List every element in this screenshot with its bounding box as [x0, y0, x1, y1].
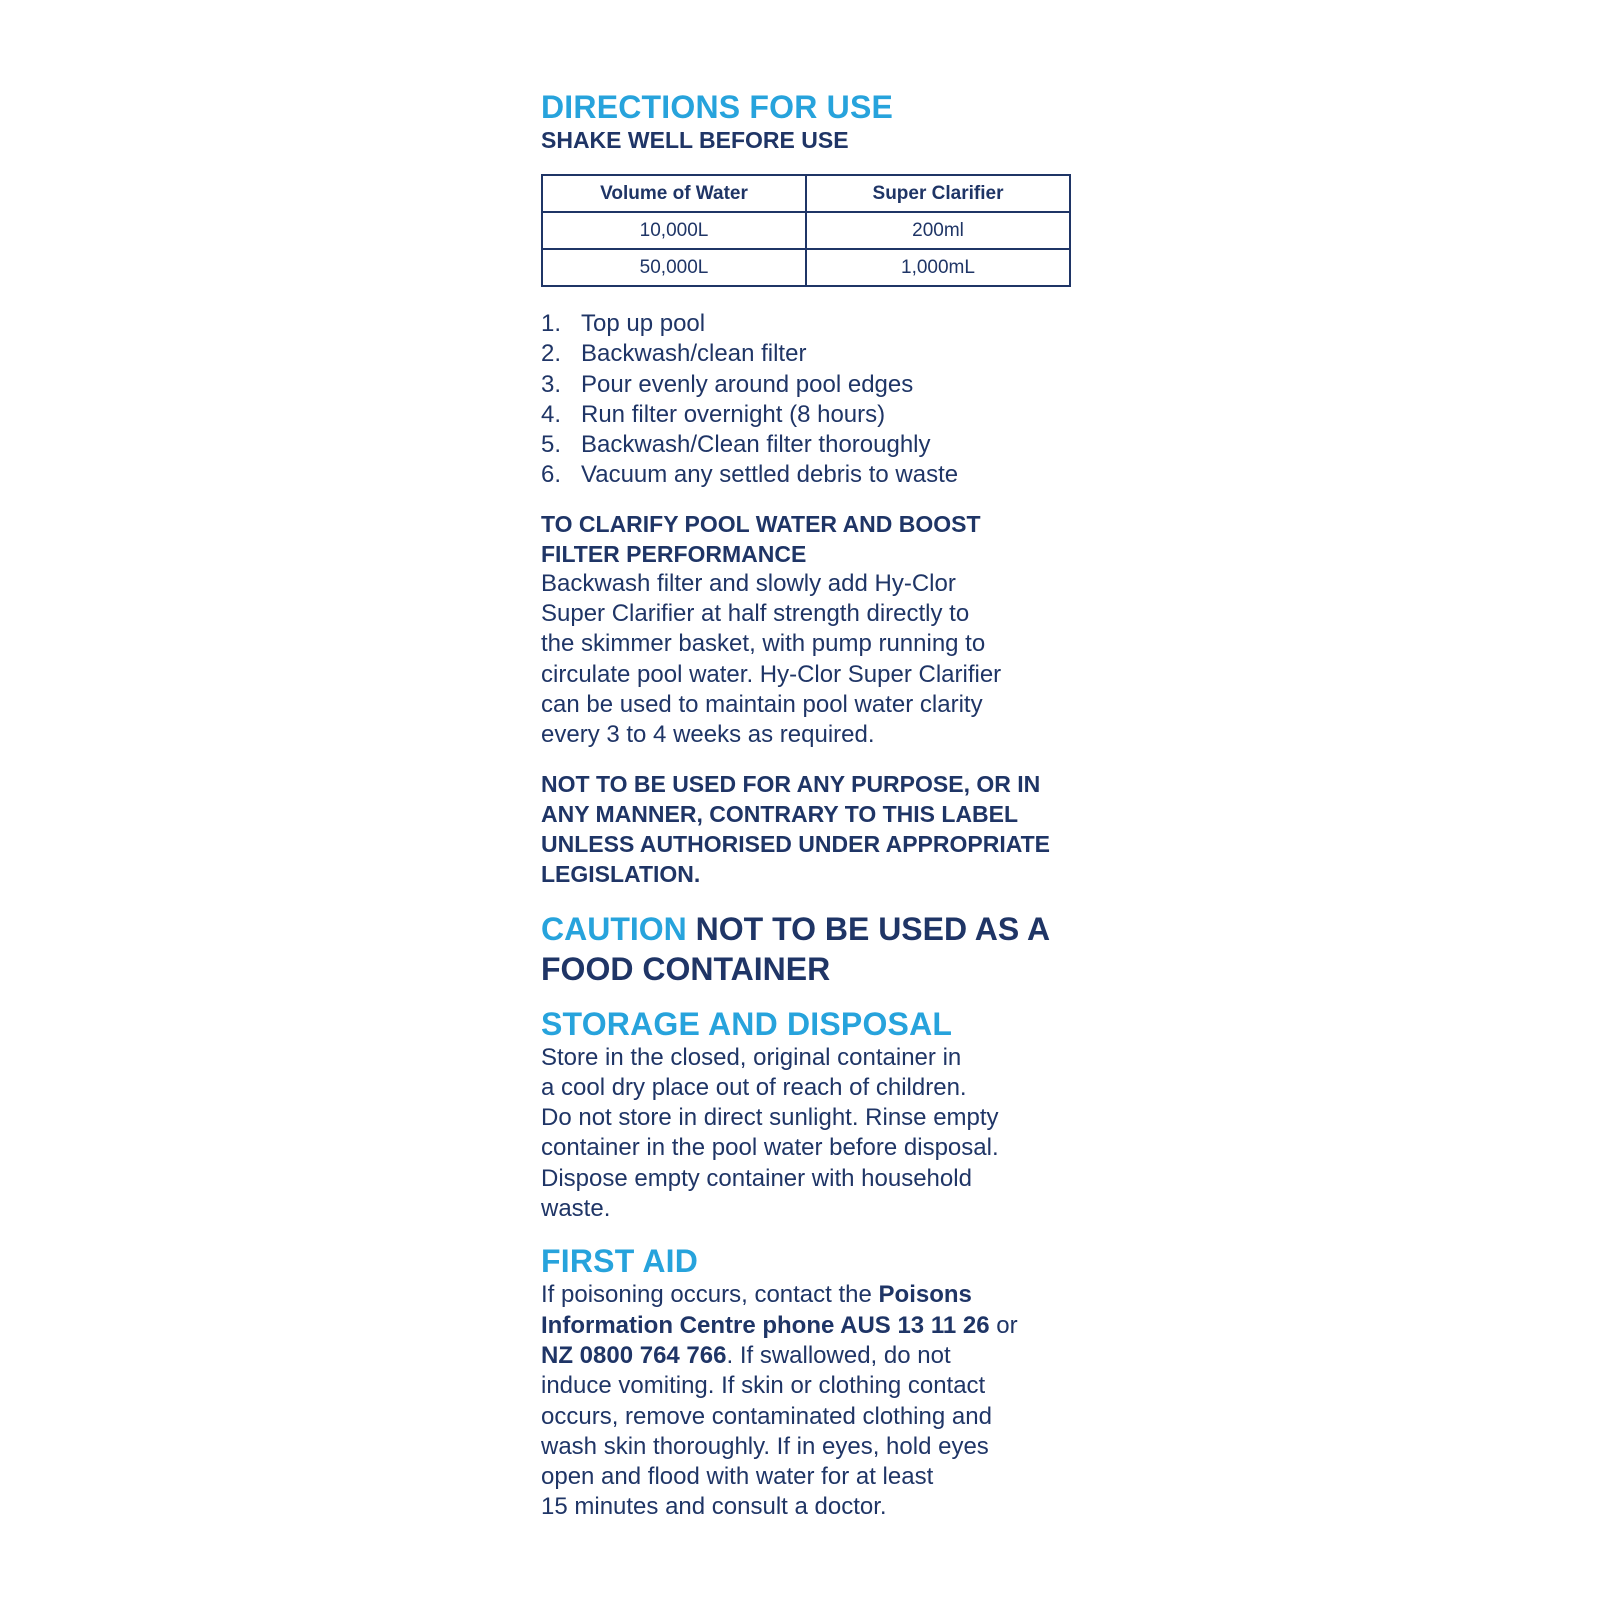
cell-dose: 1,000mL	[806, 249, 1070, 286]
first-aid-line: occurs, remove contaminated clothing and	[541, 1402, 992, 1430]
warning-section	[541, 769, 1076, 889]
dosage-table	[541, 174, 1071, 287]
first-aid-line: wash skin thoroughly. If in eyes, hold eyes	[541, 1432, 989, 1460]
header-clarifier: Super Clarifier	[806, 175, 1070, 212]
storage-section	[541, 1005, 1076, 1225]
list-item	[541, 339, 1076, 369]
directions-title: DIRECTIONS FOR USE	[541, 89, 894, 125]
first-aid-line	[541, 1280, 1076, 1310]
storage-line: Dispose empty container with household	[541, 1164, 972, 1192]
clarify-text-line: the skimmer basket, with pump running to	[541, 630, 986, 658]
list-item	[541, 430, 1076, 460]
caution-line	[541, 909, 1076, 949]
first-aid-line: induce vomiting. If skin or clothing contact	[541, 1372, 986, 1400]
clarify-text-line: circulate pool water. Hy-Clor Super Clarifier	[541, 660, 1002, 688]
storage-line: Do not store in direct sunlight. Rinse empty	[541, 1104, 999, 1132]
step-number: 5.	[541, 431, 562, 459]
caution-section	[541, 909, 1076, 989]
step-number: 4.	[541, 400, 562, 428]
storage-line: container in the pool water before disposal.	[541, 1134, 999, 1162]
first-aid-section	[541, 1242, 1076, 1522]
first-aid-title: FIRST AID	[541, 1243, 699, 1280]
step-number: 2.	[541, 340, 562, 368]
list-item	[541, 370, 1076, 400]
table-row	[542, 249, 1070, 286]
label-column	[541, 88, 1076, 1523]
step-text: Backwash/Clean filter thoroughly	[581, 431, 931, 459]
steps-list	[541, 309, 1076, 491]
warning-line: NOT TO BE USED FOR ANY PURPOSE, OR IN	[541, 770, 1041, 797]
list-item	[541, 460, 1076, 490]
first-aid-line: open and flood with water for at least	[541, 1463, 934, 1491]
warning-line: ANY MANNER, CONTRARY TO THIS LABEL	[541, 800, 1019, 827]
caution-label: CAUTION	[541, 910, 687, 947]
clarify-heading-line: FILTER PERFORMANCE	[541, 540, 807, 567]
first-aid-text: If poisoning occurs, contact the	[541, 1281, 879, 1309]
list-item	[541, 400, 1076, 430]
storage-title: STORAGE AND DISPOSAL	[541, 1005, 953, 1042]
cell-dose: 200ml	[806, 212, 1070, 249]
list-item	[541, 309, 1076, 339]
first-aid-line	[541, 1311, 1076, 1341]
cell-volume: 10,000L	[542, 212, 806, 249]
first-aid-text: or	[989, 1311, 1018, 1339]
storage-line: Store in the closed, original container in	[541, 1043, 962, 1071]
storage-line: a cool dry place out of reach of children.	[541, 1073, 967, 1101]
first-aid-line: 15 minutes and consult a doctor.	[541, 1493, 887, 1521]
clarify-text-line: Super Clarifier at half strength directly to	[541, 600, 970, 628]
clarify-section	[541, 509, 1076, 751]
table-header-row	[542, 175, 1070, 212]
step-number: 3.	[541, 370, 562, 398]
caution-text: NOT TO BE USED AS A	[695, 910, 1051, 947]
step-text: Backwash/clean filter	[581, 340, 807, 368]
first-aid-text: . If swallowed, do not	[726, 1341, 951, 1369]
storage-line: waste.	[541, 1195, 611, 1223]
first-aid-line	[541, 1341, 1076, 1371]
poisons-text: Poisons	[878, 1281, 972, 1309]
table-row	[542, 212, 1070, 249]
clarify-heading-line: TO CLARIFY POOL WATER AND BOOST	[541, 510, 981, 537]
cell-volume: 50,000L	[542, 249, 806, 286]
shake-subtitle: SHAKE WELL BEFORE USE	[541, 127, 849, 153]
step-number: 1.	[541, 310, 562, 337]
clarify-text-line: can be used to maintain pool water clarity	[541, 690, 983, 718]
header-volume: Volume of Water	[542, 175, 806, 212]
nz-phone-text: NZ 0800 764 766	[541, 1341, 727, 1369]
clarify-text-line: every 3 to 4 weeks as required.	[541, 721, 875, 749]
step-text: Vacuum any settled debris to waste	[581, 461, 959, 489]
warning-line: LEGISLATION.	[541, 860, 701, 887]
step-number: 6.	[541, 461, 562, 489]
step-text: Top up pool	[581, 310, 706, 337]
step-text: Run filter overnight (8 hours)	[581, 400, 886, 428]
caution-line-2: FOOD CONTAINER	[541, 950, 831, 987]
clarify-text-line: Backwash filter and slowly add Hy-Clor	[541, 569, 956, 597]
step-text: Pour evenly around pool edges	[581, 370, 914, 398]
warning-line: UNLESS AUTHORISED UNDER APPROPRIATE	[541, 830, 1051, 857]
aus-phone-text: Information Centre phone AUS 13 11 26	[541, 1311, 990, 1339]
